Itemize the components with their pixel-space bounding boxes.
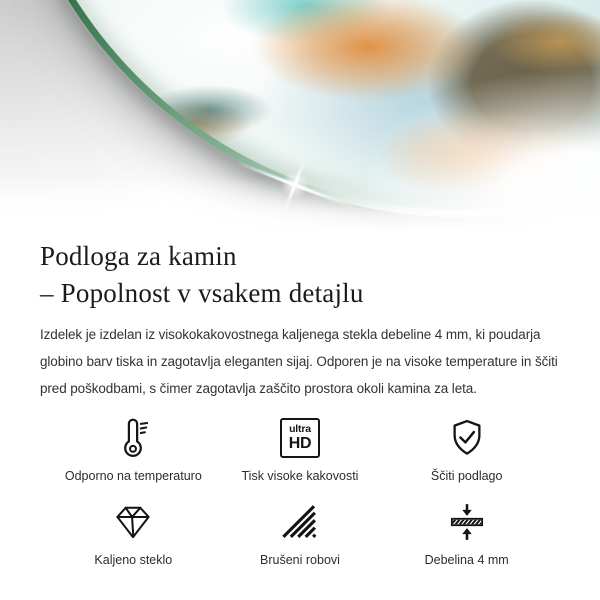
polished-edges-icon — [279, 499, 321, 545]
page-title-line2: – Popolnost v vsakem detajlu — [40, 278, 364, 308]
page-title — [40, 238, 560, 312]
feature-print-quality — [217, 415, 384, 483]
diamond-icon — [111, 499, 155, 545]
product-description: Izdelek je izdelan iz visokokakovostnega kaljenega stekla debeline 4 mm, ki poudarja globino barv tiska in zagotavlja eleganten sijaj. Odporen je na visoke temperature in ščiti pred poškodbami, s čimer zagotavlja zaščito prostora okoli kamina za leta. — [40, 327, 558, 396]
content-section — [0, 238, 600, 567]
ultra-hd-icon: ultra HD — [280, 415, 320, 461]
feature-label: Ščiti podlago — [430, 469, 503, 483]
product-image — [0, 0, 600, 232]
features-grid — [40, 415, 560, 567]
thermometer-icon — [111, 415, 155, 461]
feature-label: Debelina 4 mm — [424, 553, 509, 567]
feature-thickness — [383, 499, 550, 567]
shield-check-icon — [445, 415, 489, 461]
feature-protects-surface — [383, 415, 550, 483]
page-title-line1: Podloga za kamin — [40, 241, 237, 271]
feature-temperature-resistant — [50, 415, 217, 483]
feature-label: Odporno na temperaturo — [64, 469, 202, 483]
feature-polished-edges — [217, 499, 384, 567]
thickness-icon — [445, 499, 489, 545]
feature-label: Kaljeno steklo — [94, 553, 173, 567]
feature-tempered-glass — [50, 499, 217, 567]
feature-label: Tisk visoke kakovosti — [241, 469, 359, 483]
feature-label: Brušeni robovi — [260, 553, 340, 567]
